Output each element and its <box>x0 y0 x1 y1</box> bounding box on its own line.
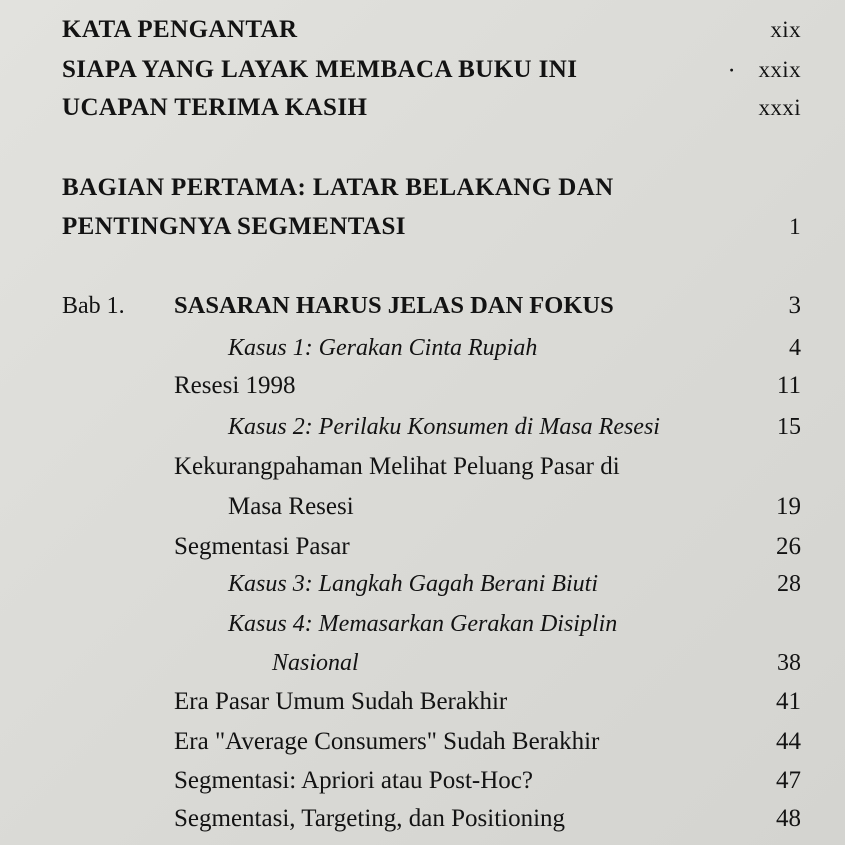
toc-page-number: xxxi <box>758 95 801 120</box>
toc-page-number: 3 <box>788 292 801 319</box>
toc-page-number: 48 <box>776 805 801 832</box>
toc-page-number: 38 <box>777 650 801 676</box>
toc-entry-title: Kasus 4: Memasarkan Gerakan Disiplin <box>228 611 618 637</box>
toc-entry-title: SIAPA YANG LAYAK MEMBACA BUKU INI <box>62 56 578 83</box>
toc-page-number: 41 <box>776 688 801 715</box>
toc-page-number: 47 <box>776 767 801 794</box>
toc-entry-title: Kasus 1: Gerakan Cinta Rupiah <box>228 335 538 361</box>
toc-front-entry <box>0 12 845 48</box>
toc-chapter <box>0 288 845 324</box>
toc-entry-title: Segmentasi Pasar <box>174 533 350 560</box>
toc-section-entry <box>0 684 845 720</box>
toc-section-entry <box>0 368 845 404</box>
part-title-line2: PENTINGNYA SEGMENTASI <box>62 213 406 240</box>
toc-entry-title: Masa Resesi <box>228 493 354 520</box>
toc-page-number: 15 <box>777 414 801 440</box>
toc-page-number: 11 <box>776 372 801 399</box>
toc-section-entry <box>0 529 845 565</box>
toc-entry-title: Nasional <box>272 650 359 676</box>
toc-entry-title: Segmentasi: Apriori atau Post-Hoc? <box>174 767 533 794</box>
toc-section-entry <box>0 724 845 760</box>
toc-part-title-line <box>0 209 845 245</box>
toc-front-entry <box>0 52 845 88</box>
toc-case-entry <box>0 566 845 602</box>
toc-section-entry <box>0 801 845 837</box>
chapter-title: SASARAN HARUS JELAS DAN FOKUS <box>174 292 614 319</box>
toc-entry-title: Kasus 2: Perilaku Konsumen di Masa Resesi <box>228 414 660 440</box>
toc-page-number: 28 <box>777 571 801 597</box>
toc-part-title-line <box>0 170 845 206</box>
toc-entry-title: Era "Average Consumers" Sudah Berakhir <box>174 728 600 755</box>
toc-page-number: 44 <box>776 728 801 755</box>
toc-entry-title: Kasus 3: Langkah Gagah Berani Biuti <box>228 571 598 597</box>
toc-case-entry <box>0 409 845 445</box>
toc-section-entry <box>0 763 845 799</box>
toc-case-entry <box>0 606 845 642</box>
toc-entry-title: Segmentasi, Targeting, dan Positioning <box>174 805 566 832</box>
part-title-line1: BAGIAN PERTAMA: LATAR BELAKANG DAN <box>62 174 614 201</box>
toc-page-number: 4 <box>789 335 801 361</box>
toc-front-entry <box>0 90 845 126</box>
toc-page-number: xix <box>770 17 801 42</box>
toc-page-number: 26 <box>776 533 801 560</box>
toc-entry-title: Kekurangpahaman Melihat Peluang Pasar di <box>174 453 620 480</box>
toc-entry-title: KATA PENGANTAR <box>62 16 298 43</box>
toc-case-entry-continued <box>0 645 845 681</box>
toc-page-number: 1 <box>789 214 801 239</box>
toc-section-entry <box>0 449 845 485</box>
toc-entry-title: Era Pasar Umum Sudah Berakhir <box>174 688 508 715</box>
toc-entry-title: Resesi 1998 <box>174 372 296 399</box>
toc-section-entry-continued <box>0 489 845 525</box>
toc-page-number: xxix <box>758 57 801 82</box>
toc-entry-title: UCAPAN TERIMA KASIH <box>62 94 368 121</box>
chapter-label: Bab 1. <box>62 293 125 319</box>
leader-dot: · <box>728 60 735 80</box>
toc-page-number: 19 <box>776 493 801 520</box>
toc-case-entry <box>0 330 845 366</box>
